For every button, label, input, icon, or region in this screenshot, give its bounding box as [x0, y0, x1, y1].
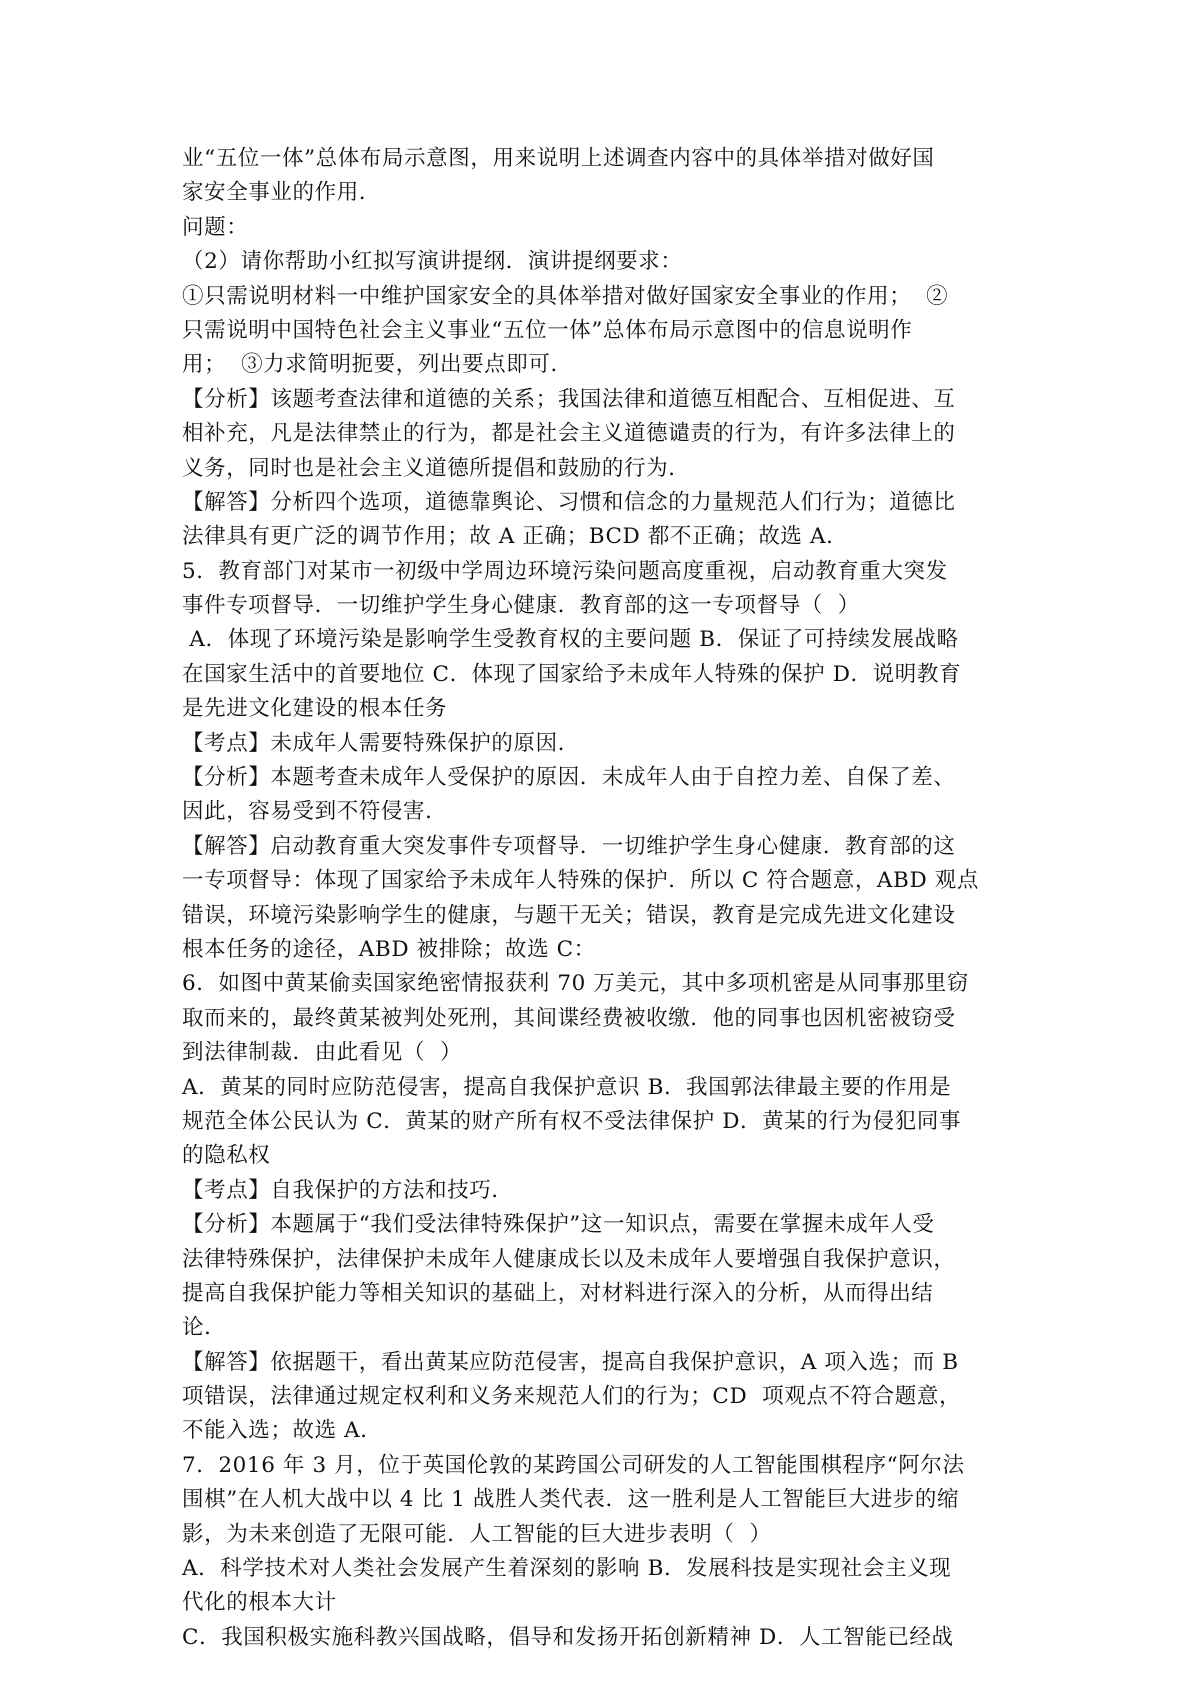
text-line: 【考点】未成年人需要特殊保护的原因．	[182, 730, 580, 756]
text-line: 因此，容易受到不符侵害．	[182, 799, 448, 825]
document-body	[182, 142, 1024, 1655]
text-line: 项错误，法律通过规定权利和义务来规范人们的行为；CD 项观点不符合题意，	[182, 1384, 962, 1410]
text-line: 7．2016 年 3 月，位于英国伦敦的某跨国公司研发的人工智能围棋程序“阿尔法	[182, 1452, 965, 1478]
text-line: 义务，同时也是社会主义道德所提倡和鼓励的行为．	[182, 455, 691, 481]
text-line: 【解答】分析四个选项，道德靠舆论、习惯和信念的力量规范人们行为；道德比	[182, 489, 956, 515]
text-line: A．体现了环境污染是影响学生受教育权的主要问题 B．保证了可持续发展战略	[182, 627, 959, 653]
text-line: 【分析】本题考查未成年人受保护的原因．未成年人由于自控力差、自保了差、	[182, 765, 956, 791]
text-line: 取而来的，最终黄某被判处死刑，其间谍经费被收缴．他的同事也因机密被窃受	[182, 1005, 956, 1031]
text-line: 用； ③力求简明扼要，列出要点即可．	[182, 352, 573, 378]
text-line: 影，为未来创造了无限可能．人工智能的巨大进步表明（ ）	[182, 1521, 772, 1547]
text-line: 5．教育部门对某市一初级中学周边环境污染问题高度重视，启动教育重大突发	[182, 558, 948, 584]
text-line: 不能入选；故选 A．	[182, 1418, 383, 1444]
text-line: （2）请你帮助小红拟写演讲提纲．演讲提纲要求：	[182, 249, 683, 275]
text-line: 一专项督导：体现了国家给予未成年人特殊的保护．所以 C 符合题意，ABD 观点	[182, 868, 979, 894]
text-line: 问题：	[182, 214, 249, 240]
text-line: 根本任务的途径，ABD 被排除；故选 C：	[182, 936, 596, 962]
text-line: 【分析】本题属于“我们受法律特殊保护”这一知识点，需要在掌握未成年人受	[182, 1212, 935, 1238]
text-line: C．我国积极实施科教兴国战略，倡导和发扬开拓创新精神 D．人工智能已经战	[182, 1624, 954, 1650]
text-line: 错误，环境污染影响学生的健康，与题干无关；错误，教育是完成先进文化建设	[182, 902, 956, 928]
text-line: 【解答】启动教育重大突发事件专项督导．一切维护学生身心健康．教育部的这	[182, 833, 956, 859]
text-line: 法律特殊保护，法律保护未成年人健康成长以及未成年人要增强自我保护意识，	[182, 1246, 956, 1272]
text-line: 围棋”在人机大战中以 4 比 1 战胜人类代表．这一胜利是人工智能巨大进步的缩	[182, 1487, 960, 1513]
text-line: 提高自我保护能力等相关知识的基础上，对材料进行深入的分析，从而得出结	[182, 1280, 934, 1306]
text-line: 家安全事业的作用.	[182, 180, 367, 206]
text-line: 【考点】自我保护的方法和技巧．	[182, 1177, 514, 1203]
text-line: 业“五位一体”总体布局示意图，用来说明上述调查内容中的具体举措对做好国	[182, 146, 935, 171]
text-line: 代化的根本大计	[182, 1590, 337, 1616]
text-line: 只需说明中国特色社会主义事业“五位一体”总体布局示意图中的信息说明作	[182, 317, 913, 343]
text-line: A．黄某的同时应防范侵害，提高自我保护意识 B．我国郭法律最主要的作用是	[182, 1074, 952, 1100]
text-line: 6．如图中黄某偷卖国家绝密情报获利 70 万美元，其中多项机密是从同事那里窃	[182, 971, 970, 997]
text-line: 规范全体公民认为 C．黄某的财产所有权不受法律保护 D．黄某的行为侵犯同事	[182, 1108, 962, 1134]
text-line: 论．	[182, 1315, 227, 1341]
text-line: 在国家生活中的首要地位 C．体现了国家给予未成年人特殊的保护 D．说明教育	[182, 661, 962, 687]
text-line: 的隐私权	[182, 1143, 271, 1169]
text-line: 【解答】依据题干，看出黄某应防范侵害，提高自我保护意识，A 项入选；而 B	[182, 1349, 959, 1375]
text-line: 法律具有更广泛的调节作用；故 A 正确；BCD 都不正确；故选 A．	[182, 524, 849, 550]
text-line: A．科学技术对人类社会发展产生着深刻的影响 B．发展科技是实现社会主义现	[182, 1556, 952, 1582]
text-line: 相补充，凡是法律禁止的行为，都是社会主义道德谴责的行为，有许多法律上的	[182, 421, 956, 447]
text-line: 事件专项督导．一切维护学生身心健康．教育部的这一专项督导（ ）	[182, 593, 860, 619]
text-line: 【分析】该题考查法律和道德的关系；我国法律和道德互相配合、互相促进、互	[182, 386, 956, 412]
text-line: 是先进文化建设的根本任务	[182, 696, 448, 722]
text-line: ①只需说明材料一中维护国家安全的具体举措对做好国家安全事业的作用； ②	[182, 283, 949, 309]
text-line: 到法律制裁．由此看见（ ）	[182, 1040, 463, 1066]
